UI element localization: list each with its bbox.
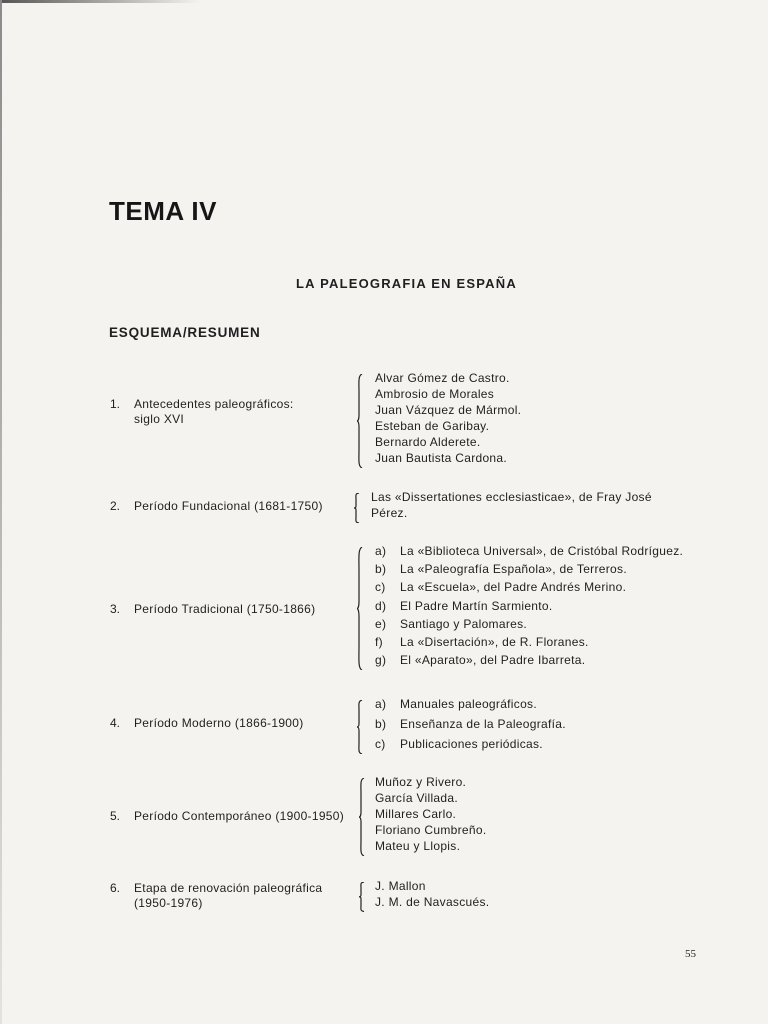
item-text: Esteban de Garibay.: [375, 419, 490, 433]
section-heading: ESQUEMA/RESUMEN: [109, 325, 261, 340]
entry-item: [375, 387, 494, 401]
entry-item: [375, 635, 589, 649]
entry-item: [375, 737, 543, 751]
item-text: Ambrosio de Morales: [375, 387, 495, 401]
item-letter: b): [375, 562, 387, 577]
entry-number: 4.: [110, 716, 121, 730]
entry-item: [371, 506, 407, 520]
item-text: Las «Dissertationes ecclesiasticae», de Fray José: [371, 490, 652, 504]
entry-item: [375, 717, 566, 731]
entry-label-line: Período Tradicional (1750-1866): [134, 602, 316, 616]
brace-bracket: [359, 778, 365, 856]
item-text: Juan Vázquez de Mármol.: [375, 403, 522, 417]
entry-label: [134, 602, 315, 617]
item-text: Mateu y Llopis.: [375, 839, 461, 853]
brace-bracket: [359, 882, 365, 912]
entry-item: [375, 544, 683, 558]
page-corner-shadow: [0, 0, 200, 3]
item-text: La «Paleografía Española», de Terreros.: [400, 562, 627, 577]
item-text: Pérez.: [371, 506, 408, 520]
item-letter: a): [375, 697, 387, 711]
entry-item: [375, 791, 458, 805]
item-text: J. M. de Navascués.: [375, 894, 490, 909]
item-text: Bernardo Alderete.: [375, 435, 481, 449]
entry-label: [134, 716, 304, 731]
entry-item: [375, 371, 510, 385]
entry-number: 5.: [110, 809, 121, 823]
entry-number: 6.: [110, 881, 121, 895]
entry-number: 2.: [110, 499, 121, 513]
entry-label-line: Antecedentes paleográficos:: [134, 397, 294, 411]
entry-item: [375, 823, 486, 837]
item-text: Juan Bautista Cardona.: [375, 451, 508, 465]
item-text: Alvar Gómez de Castro.: [375, 371, 510, 385]
brace-bracket: [354, 493, 360, 523]
item-letter: g): [375, 653, 387, 668]
entry-label-line: Período Fundacional (1681-1750): [134, 499, 323, 513]
item-text: El «Aparato», del Padre Ibarreta.: [400, 653, 586, 668]
item-text: Millares Carlo.: [375, 807, 457, 821]
entry-item: [375, 839, 460, 853]
entry-item: [375, 697, 537, 711]
item-text: La «Disertación», de R. Floranes.: [400, 635, 589, 649]
item-letter: c): [375, 580, 386, 595]
item-letter: f): [375, 635, 383, 649]
page-left-edge: [0, 0, 2, 1024]
entry-item: [375, 895, 489, 909]
entry-item: [375, 653, 585, 667]
item-letter: c): [375, 737, 386, 751]
item-letter: d): [375, 598, 387, 613]
entry-item: [375, 451, 507, 465]
entry-number: 3.: [110, 602, 121, 616]
item-text: Publicaciones periódicas.: [400, 737, 543, 751]
entry-item: [375, 807, 456, 821]
item-text: Muñoz y Rivero.: [375, 775, 467, 789]
item-text: Manuales paleográficos.: [400, 697, 537, 711]
page-subtitle: LA PALEOGRAFIA EN ESPAÑA: [296, 276, 517, 291]
entry-label: [134, 499, 323, 514]
entry-item: [375, 599, 553, 613]
entry-item: [375, 617, 527, 631]
item-text: La «Escuela», del Padre Andrés Merino.: [400, 580, 627, 595]
entry-item: [375, 419, 489, 433]
item-letter: b): [375, 717, 387, 731]
item-text: J. Mallon: [375, 879, 426, 893]
item-text: Floriano Cumbreño.: [375, 823, 487, 837]
item-text: La «Biblioteca Universal», de Cristóbal Rodríguez.: [400, 544, 684, 558]
item-letter: a): [375, 544, 387, 558]
brace-bracket: [357, 700, 363, 754]
item-text: Enseñanza de la Paleografía.: [400, 717, 566, 731]
entry-label-line: siglo XVI: [134, 412, 185, 426]
entry-number: 1.: [110, 397, 121, 411]
item-text: Santiago y Palomares.: [400, 616, 528, 631]
entry-item: [371, 490, 652, 504]
entry-label-line: Etapa de renovación paleográfica: [134, 881, 323, 895]
entry-item: [375, 775, 466, 789]
entry-label: [134, 881, 322, 911]
page-number: 55: [685, 948, 696, 960]
entry-label: [134, 809, 344, 824]
entry-label-line: (1950-1976): [134, 896, 203, 910]
entry-label-line: Período Contemporáneo (1900-1950): [134, 809, 345, 823]
entry-item: [375, 562, 627, 576]
entry-item: [375, 435, 480, 449]
entry-label-line: Período Moderno (1866-1900): [134, 716, 304, 730]
brace-bracket: [357, 547, 363, 670]
entry-item: [375, 879, 426, 893]
entry-item: [375, 580, 626, 594]
brace-bracket: [357, 374, 363, 468]
entry-label: [134, 397, 294, 427]
page-title: TEMA IV: [109, 196, 217, 226]
entry-item: [375, 403, 521, 417]
item-text: García Villada.: [375, 791, 458, 805]
item-letter: e): [375, 616, 387, 631]
item-text: El Padre Martín Sarmiento.: [400, 598, 553, 613]
